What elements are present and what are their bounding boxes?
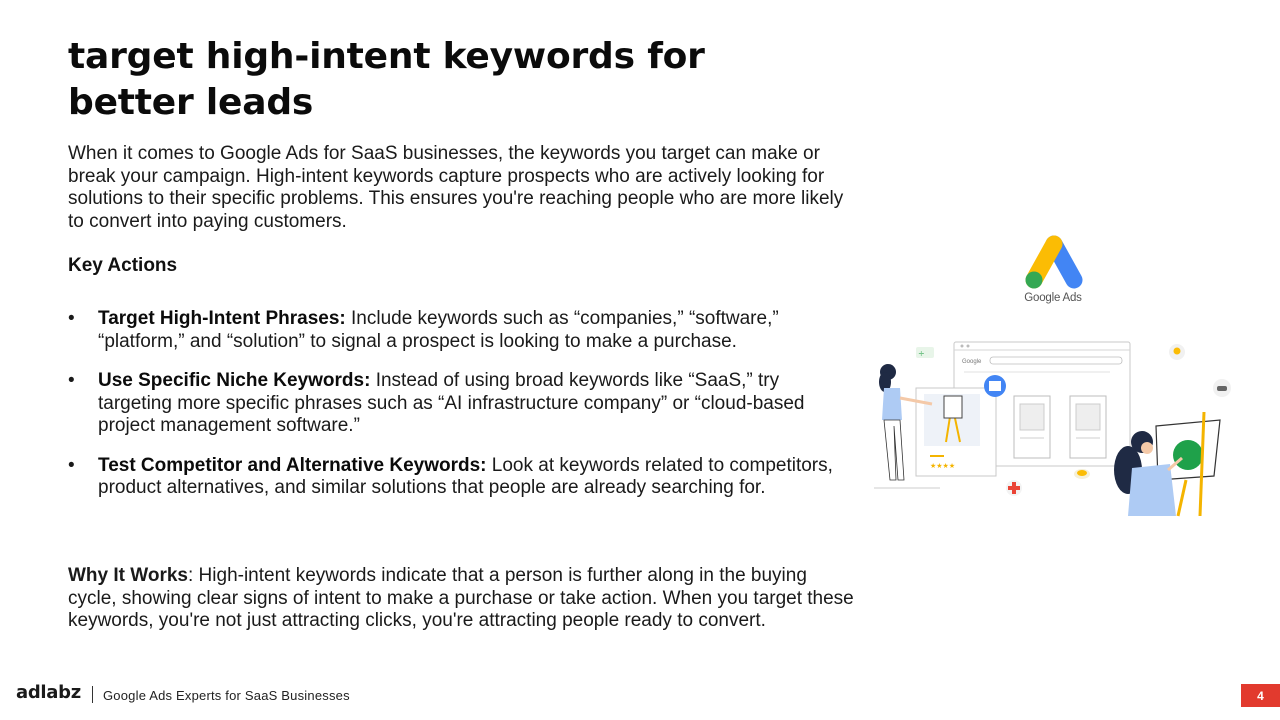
svg-text:★★★★: ★★★★ xyxy=(930,462,956,470)
why-label: Why It Works xyxy=(68,565,188,586)
intro-paragraph: When it comes to Google Ads for SaaS businesses, the keywords you target can make or break your campaign. High-intent keywords capture prospects who are actively looking for solutions to their specific problems. This ensures you're reaching people who are more likely to convert into paying customers. xyxy=(68,143,844,232)
why-text: : High-intent keywords indicate that a person is further along in the buying cycle, showing clear signs of intent to make a purchase or take action. When you target these keywords, you're not just attracting clicks, you're attracting people ready to convert. xyxy=(68,565,854,631)
marketing-illustration xyxy=(870,330,1240,520)
adlabz-logo: adlabz xyxy=(16,682,81,703)
bullet-text: Include keywords such as “companies,” “software,” “platform,” and “solution” to signal a prospect is looking to make a purchase. xyxy=(98,308,779,352)
bullet-marker: • xyxy=(68,308,75,329)
list-item xyxy=(68,370,843,438)
browser-search-label: Google xyxy=(962,359,982,365)
bullet-marker: • xyxy=(68,454,75,476)
slide-title: target high-intent keywords for better leads xyxy=(68,36,705,123)
google-ads-caption: Google Ads xyxy=(1024,292,1082,304)
why-it-works-paragraph xyxy=(68,565,858,633)
bullet-marker: • xyxy=(68,370,75,391)
list-item xyxy=(68,308,843,353)
bullet-label: Use Specific Niche Keywords: xyxy=(98,370,371,391)
footer-tagline: Google Ads Experts for SaaS Businesses xyxy=(103,688,350,703)
bullet-label: Target High-Intent Phrases: xyxy=(98,308,346,329)
bullet-text: Instead of using broad keywords like “SaaS,” try targeting more specific phrases such as “AI infrastructure company” or “cloud-based project management software.” xyxy=(98,370,805,436)
svg-text:÷: ÷ xyxy=(918,349,925,358)
key-actions-list xyxy=(68,308,843,517)
list-item xyxy=(68,455,843,500)
bullet-text: Look at keywords related to competitors, product alternatives, and similar solutions that people are already searching for. xyxy=(98,454,833,498)
key-actions-heading: Key Actions xyxy=(68,255,178,276)
footer-divider xyxy=(92,686,93,703)
page-number-badge: 4 xyxy=(1241,684,1280,707)
bullet-label: Test Competitor and Alternative Keywords: xyxy=(98,454,487,476)
